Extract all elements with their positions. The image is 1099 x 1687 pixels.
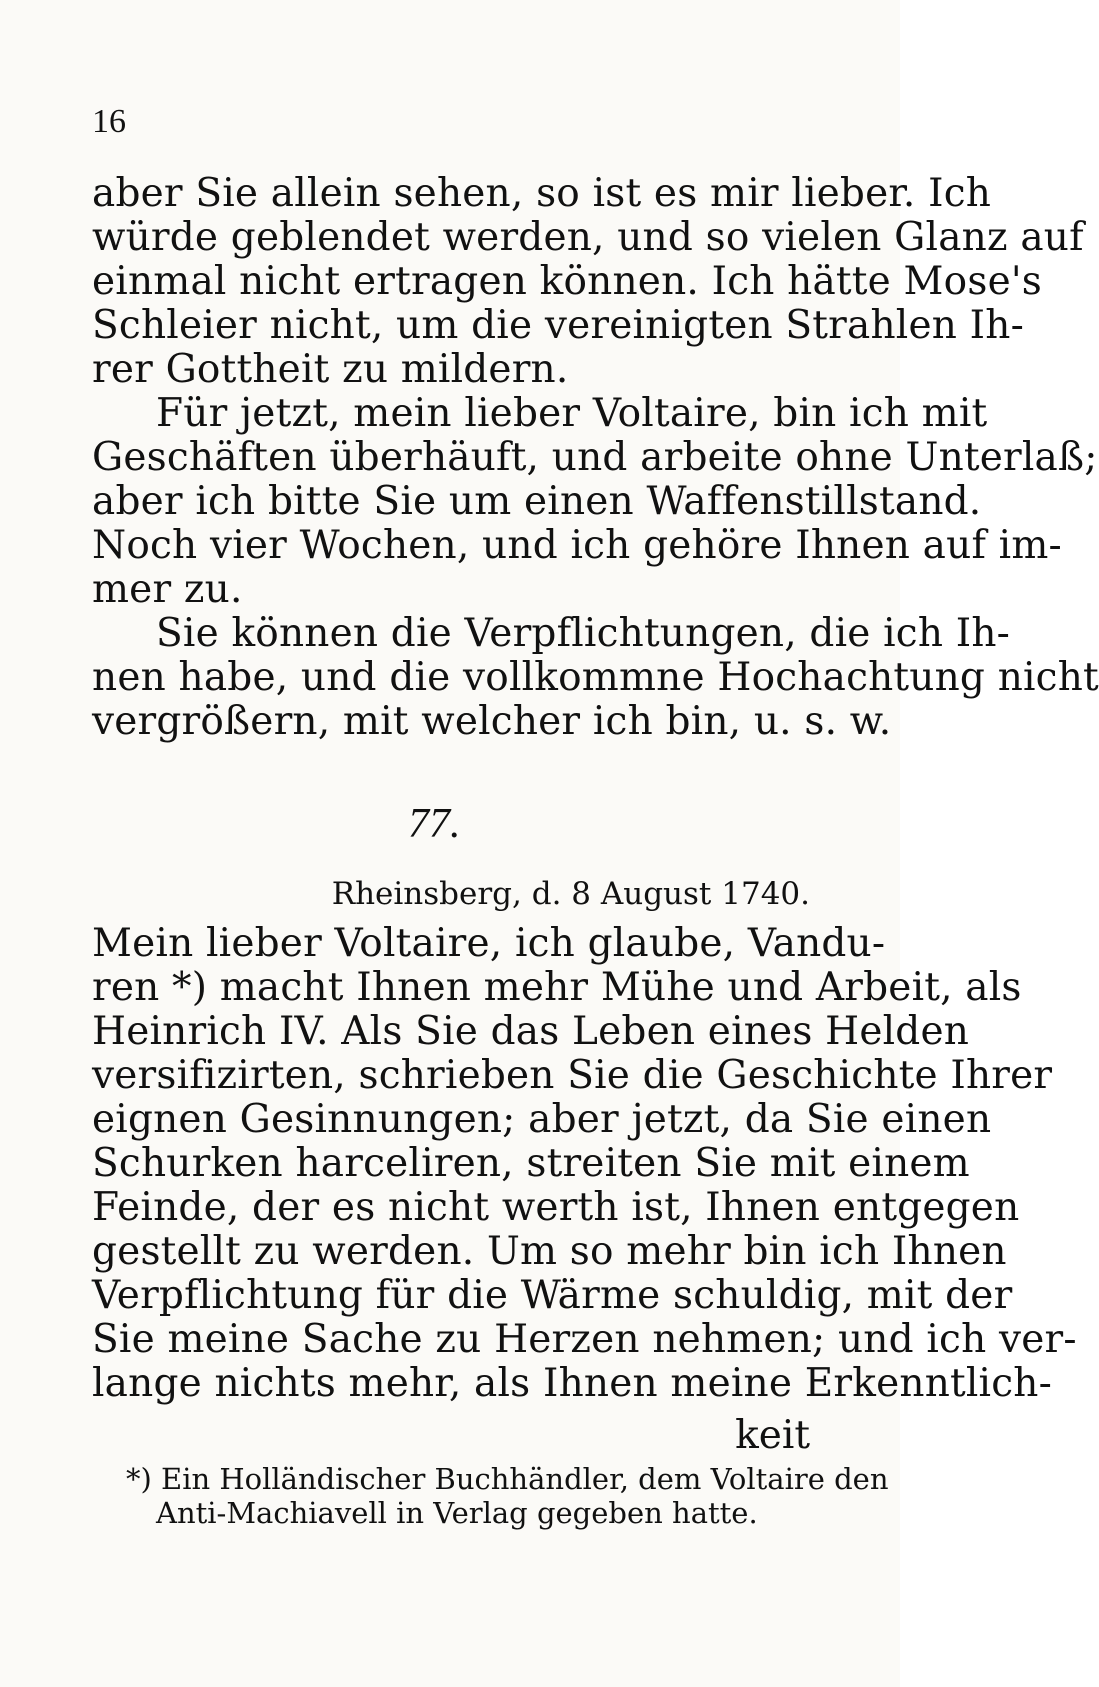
- letter-number: 77.: [408, 801, 461, 847]
- text-line: aber ich bitte Sie um einen Waffenstillstand.: [92, 479, 982, 524]
- dateline: Rheinsberg, d. 8 August 1740.: [331, 876, 810, 912]
- text-line: eignen Gesinnungen; aber jetzt, da Sie einen: [92, 1097, 992, 1142]
- text-line: Sie können die Verpflichtungen, die ich Ih-: [156, 611, 1011, 656]
- footnote-line: Anti-Machiavell in Verlag gegeben hatte.: [156, 1496, 758, 1530]
- text-line: Heinrich IV. Als Sie das Leben eines Helden: [92, 1009, 970, 1054]
- footnote-line: *) Ein Holländischer Buchhändler, dem Voltaire den: [126, 1462, 889, 1496]
- text-line: mer zu.: [92, 567, 243, 612]
- text-line: würde geblendet werden, und so vielen Glanz auf: [92, 215, 1084, 260]
- text-line: versifizirten, schrieben Sie die Geschichte Ihrer: [92, 1053, 1053, 1098]
- text-line: Für jetzt, mein lieber Voltaire, bin ich mit: [156, 391, 988, 436]
- text-line: rer Gottheit zu mildern.: [92, 347, 569, 392]
- text-line: Schleier nicht, um die vereinigten Strahlen Ih-: [92, 303, 1024, 348]
- text-line: Feinde, der es nicht werth ist, Ihnen entgegen: [92, 1185, 1020, 1230]
- text-line: Schurken harceliren, streiten Sie mit einem: [92, 1141, 970, 1186]
- text-line: Noch vier Wochen, und ich gehöre Ihnen auf im-: [92, 523, 1062, 568]
- text-line: Verpflichtung für die Wärme schuldig, mit der: [92, 1273, 1013, 1318]
- text-line: aber Sie allein sehen, so ist es mir lieber. Ich: [92, 171, 992, 216]
- text-line: Sie meine Sache zu Herzen nehmen; und ich ver-: [92, 1317, 1077, 1362]
- text-line: einmal nicht ertragen können. Ich hätte Mose's: [92, 259, 1042, 304]
- text-line: ren *) macht Ihnen mehr Mühe und Arbeit, als: [92, 965, 1022, 1010]
- catchword: keit: [735, 1413, 810, 1458]
- page-number: 16: [92, 103, 126, 140]
- text-line: vergrößern, mit welcher ich bin, u. s. w.: [92, 699, 892, 744]
- text-line: nen habe, und die vollkommne Hochachtung nicht: [92, 655, 1099, 700]
- text-line: gestellt zu werden. Um so mehr bin ich Ihnen: [92, 1229, 1007, 1274]
- text-line: Geschäften überhäuft, und arbeite ohne Unterlaß;: [92, 435, 1098, 480]
- text-line: lange nichts mehr, als Ihnen meine Erkenntlich-: [92, 1361, 1052, 1406]
- text-line: Mein lieber Voltaire, ich glaube, Vandu-: [92, 921, 886, 966]
